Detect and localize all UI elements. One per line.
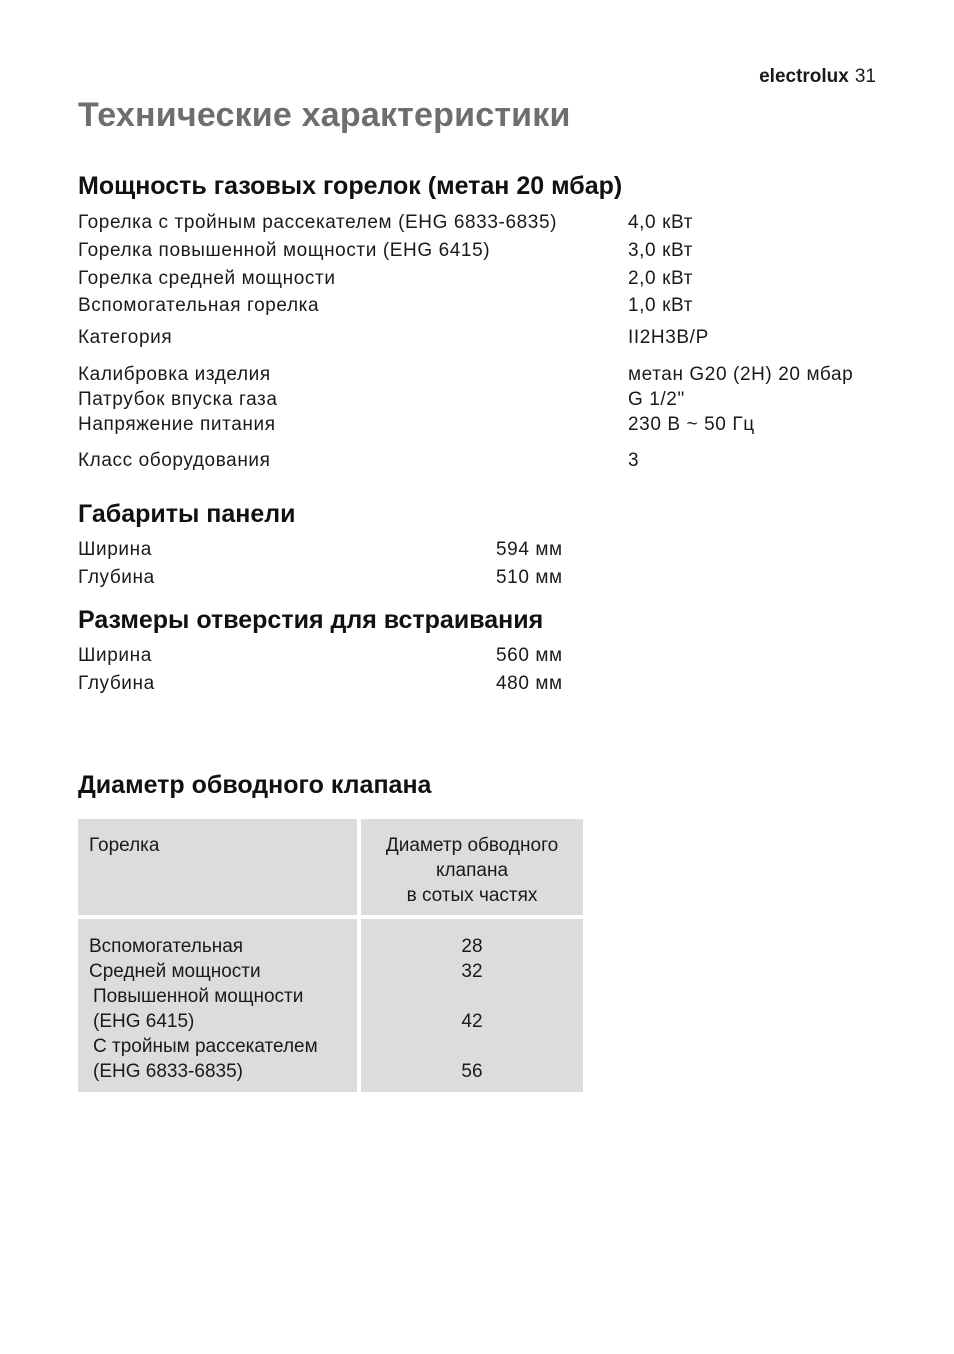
page-header	[759, 66, 876, 88]
table-cell-burners	[78, 919, 357, 1092]
brand-name: electrolux	[759, 66, 849, 87]
spec-value: II2H3B/P	[628, 327, 709, 348]
spec-label: Вспомогательная горелка	[78, 295, 320, 316]
spec-value: 230 В ~ 50 Гц	[628, 414, 755, 435]
spec-label: Категория	[78, 327, 173, 348]
table-header-burner: Горелка	[78, 819, 357, 915]
spec-value: 3	[628, 450, 640, 471]
section-heading-cutout: Размеры отверстия для встраивания	[78, 606, 544, 634]
spec-value: 1,0 кВт	[628, 295, 693, 316]
dimension-value: 594 мм	[496, 539, 563, 560]
page-number: 31	[854, 66, 876, 87]
dimension-value: 480 мм	[496, 673, 563, 694]
spec-label: Горелка средней мощности	[78, 268, 336, 289]
diameter-value: 56	[461, 1061, 483, 1082]
section-heading-panel-dimensions: Габариты панели	[78, 500, 296, 528]
burner-model: (EHG 6833-6835)	[93, 1061, 243, 1082]
dimension-value: 560 мм	[496, 645, 563, 666]
dimension-label: Ширина	[78, 645, 152, 666]
section-heading-bypass-valve: Диаметр обводного клапана	[78, 771, 432, 799]
diameter-value: 42	[461, 1011, 483, 1032]
table-cell-diameters	[361, 919, 583, 1092]
burner-name: Вспомогательная	[89, 936, 244, 957]
table-header-diameter: Диаметр обводного клапана в сотых частях	[361, 819, 583, 915]
spec-value: 2,0 кВт	[628, 268, 693, 289]
spec-value: метан G20 (2H) 20 мбар	[628, 364, 854, 385]
dimension-label: Глубина	[78, 673, 155, 694]
spec-value: G 1/2"	[628, 389, 685, 410]
page-title: Технические характеристики	[78, 96, 571, 134]
spec-label: Патрубок впуска газа	[78, 389, 278, 410]
diameter-value: 28	[461, 936, 483, 957]
spec-label: Горелка повышенной мощности (EHG 6415)	[78, 240, 491, 261]
burner-name: Средней мощности	[89, 961, 261, 982]
diameter-value	[361, 984, 583, 1009]
spec-label: Горелка с тройным рассекателем (EHG 6833-6835)	[78, 212, 558, 233]
dimension-value: 510 мм	[496, 567, 563, 588]
section-heading-burner-power: Мощность газовых горелок (метан 20 мбар)	[78, 172, 623, 200]
spec-value: 4,0 кВт	[628, 212, 693, 233]
dimension-label: Глубина	[78, 567, 155, 588]
dimension-label: Ширина	[78, 539, 152, 560]
burner-name: С тройным рассекателем	[93, 1036, 318, 1057]
diameter-value	[361, 1034, 583, 1059]
spec-label: Напряжение питания	[78, 414, 276, 435]
spec-label: Калибровка изделия	[78, 364, 271, 385]
diameter-value: 32	[461, 961, 483, 982]
burner-name: Повышенной мощности	[93, 986, 304, 1007]
burner-model: (EHG 6415)	[93, 1011, 195, 1032]
spec-label: Класс оборудования	[78, 450, 271, 471]
spec-value: 3,0 кВт	[628, 240, 693, 261]
